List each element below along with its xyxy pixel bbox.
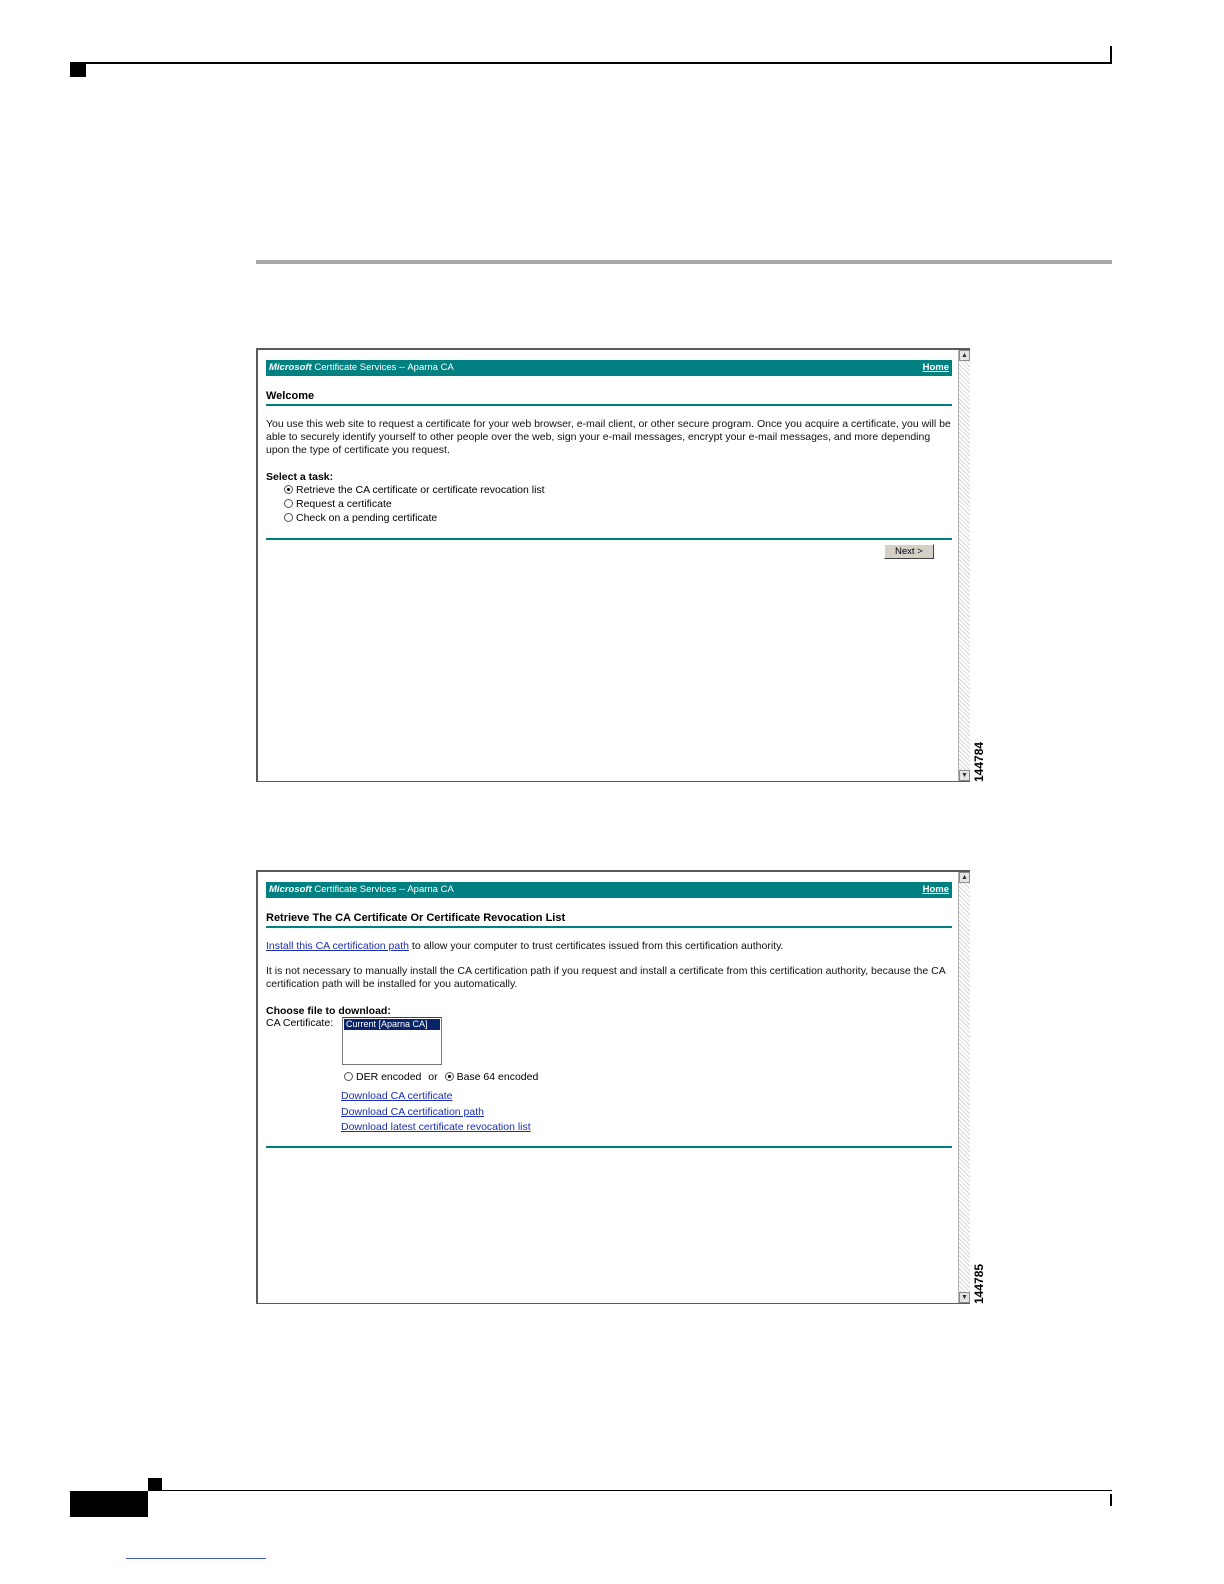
page-title: Welcome [266,390,315,402]
ca-name: Aparna CA [407,362,454,373]
header-tick [1110,46,1112,64]
task-label: Check on a pending certificate [296,512,438,524]
header-marker [70,64,86,77]
ca-cert-listbox[interactable] [342,1017,442,1065]
figure-id: 144784 [972,741,986,782]
retrieve-browser-window [256,870,970,1304]
install-path-link[interactable]: Install this CA certification path [266,940,409,952]
der-radio[interactable] [344,1072,353,1081]
retrieve-page [266,882,952,1148]
cert-services-bar [266,882,952,898]
cert-services-bar [266,360,952,376]
task-heading: Select a task: [266,471,334,483]
scroll-down-icon[interactable]: ▼ [959,770,970,781]
radio-unselected[interactable] [284,513,293,522]
ca-name: Aparna CA [407,884,454,895]
radio-unselected[interactable] [284,499,293,508]
or-text: or [428,1071,438,1083]
page-title: Retrieve The CA Certificate Or Certificate Revocation List [266,912,566,924]
task-option-request[interactable] [284,497,952,511]
note-text: It is not necessary to manually install the CA certification path if you request and install a certificate from this certification authority, because the CA certification path will be installed for you automatically. [266,965,946,990]
brand-text: Microsoft [269,362,312,373]
home-link[interactable]: Home [922,884,949,895]
footer-rule [148,1490,1112,1491]
ca-cert-row [266,1017,952,1067]
home-link[interactable]: Home [922,362,949,373]
title-rule [266,404,952,406]
scroll-up-icon[interactable]: ▲ [959,872,970,883]
footer-marker [148,1478,162,1491]
scroll-up-icon[interactable]: ▲ [959,350,970,361]
task-option-pending[interactable] [284,511,952,525]
download-ca-path-link[interactable]: Download CA certification path [341,1105,484,1118]
der-label: DER encoded [356,1071,422,1083]
welcome-page [266,360,952,557]
install-paragraph [266,940,952,953]
service-text: Certificate Services [314,884,397,895]
bar-separator: -- [398,884,406,895]
download-ca-cert-link[interactable]: Download CA certificate [341,1090,453,1102]
scroll-down-icon[interactable]: ▼ [959,1292,970,1303]
figure-id: 144785 [972,1263,986,1304]
welcome-browser-window [256,348,970,782]
download-crl-link[interactable]: Download latest certificate revocation list [341,1121,531,1133]
radio-selected[interactable] [284,485,293,494]
base64-label: Base 64 encoded [456,1071,539,1083]
ca-cert-label: CA Certificate: [266,1017,334,1029]
brand-text: Microsoft [269,884,312,895]
task-option-retrieve[interactable] [284,483,952,497]
section-divider [256,260,1112,264]
service-text: Certificate Services [314,362,397,373]
download-links [341,1089,952,1136]
bar-separator: -- [398,362,406,373]
encoding-row [344,1070,952,1084]
install-text: to allow your computer to trust certificates issued from this certification authority. [409,940,784,952]
vertical-scrollbar[interactable] [958,872,970,1303]
next-button[interactable]: Next > [884,544,934,559]
footer-page-block [70,1491,148,1517]
vertical-scrollbar[interactable] [958,350,970,781]
bottom-rule [266,538,952,540]
ca-cert-option-selected[interactable]: Current [Aparna CA] [344,1019,440,1030]
intro-text: You use this web site to request a certificate for your web browser, e-mail client, or other secure program. Once you acquire a certificate, you will be able to securely identify yourself to other people over the web, sign your e-mail messages, encrypt your e-mail messages, and more depending upon the type of certificate you request. [266,418,951,456]
task-label: Retrieve the CA certificate or certificate revocation list [296,484,545,496]
title-rule [266,926,952,928]
download-heading: Choose file to download: [266,1005,391,1017]
footer-tick [1110,1494,1112,1506]
header-rule [70,62,1112,64]
footer-link-underline [126,1558,266,1559]
bottom-rule [266,1146,952,1148]
base64-radio[interactable] [445,1072,454,1081]
task-label: Request a certificate [296,498,392,510]
